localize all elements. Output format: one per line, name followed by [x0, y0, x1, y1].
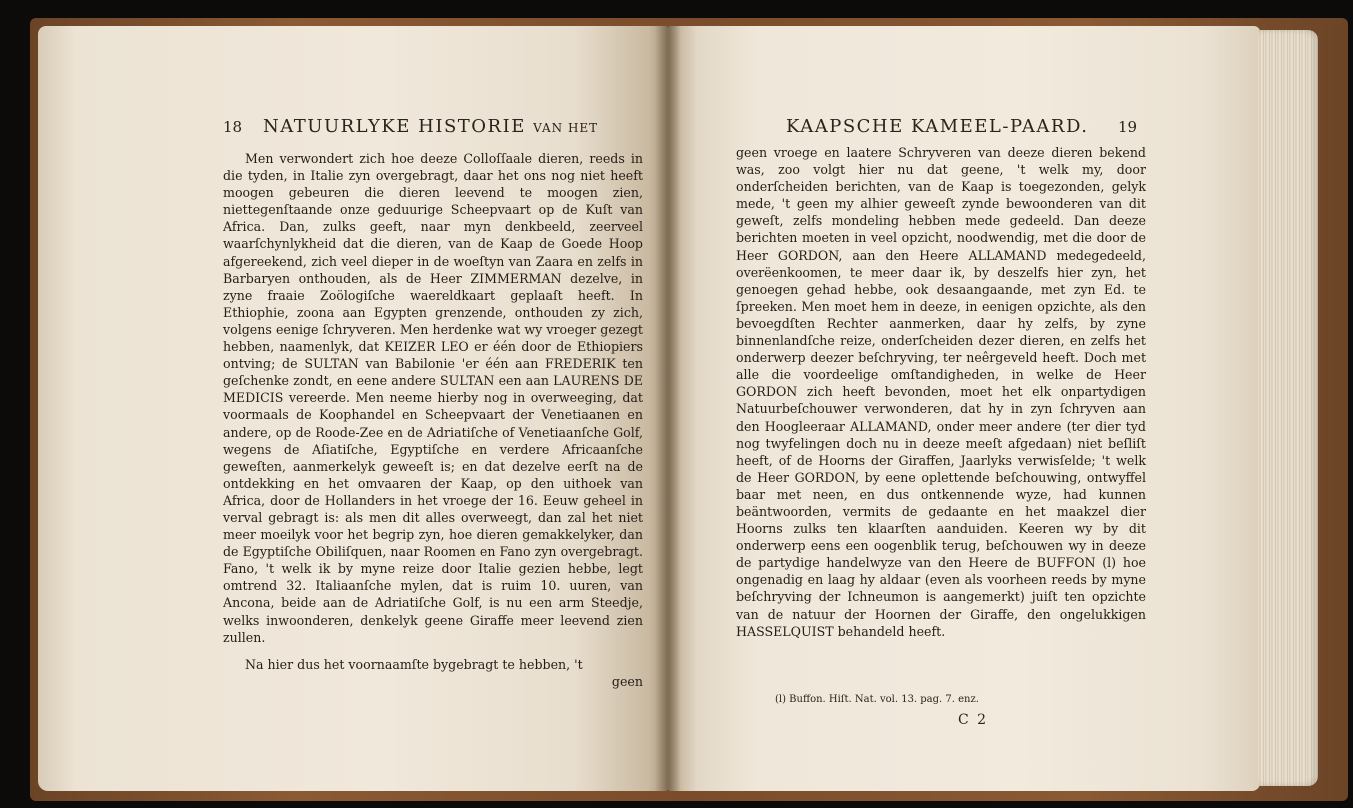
- signature-mark: C 2: [958, 712, 989, 728]
- left-paragraph-2: Na hier dus het voornaamſte bygebragt te hebben, 't: [245, 656, 583, 672]
- left-page-number: 18: [223, 118, 243, 136]
- right-page: [668, 26, 1260, 791]
- left-catchword: geen: [611, 673, 643, 689]
- right-page-number: 19: [1118, 118, 1138, 136]
- left-running-head: [263, 116, 598, 138]
- left-running-head-small: VAN HET: [533, 121, 599, 135]
- left-running-head-title: NATUURLYKE HISTORIE: [263, 116, 526, 137]
- right-running-head: KAAPSCHE KAMEEL-PAARD.: [786, 116, 1089, 137]
- right-body-text: [736, 144, 1146, 640]
- right-paragraph-1: geen vroege en laatere Schryveren van deeze dieren bekend was, zoo volgt hier nu dat geene, 't welk my, door onderſcheiden berichten, van de Kaap is toegezonden, gelyk mede, 't geen my alhier geweeſt zynde bewoonderen van dit geweſt, zelfs mondeling hebben mede gedeeld. Dan deeze berichten moeten in veel opzicht, noodwendig, met die door de Heer GORDON, aan den Heere ALLAMAND medegedeeld, overëenkoomen, te meer daar ik, by deszelfs hier zyn, het genoegen gehad hebbe, ook desaangaande, met zyn Ed. te ſpreeken. Men moet hem in deeze, in eenigen opzichte, als den bevoegdſten Rechter aanmerken, daar hy zelfs, by zyne binnenlandſche reize, onderſcheiden dezer dieren, en zelfs het onderwerp deezer beſchryving, ter neêrgeveld heeft. Doch met alle die voordeelige omſtandigheden, in welke de Heer GORDON zich heeft bevonden, moet het elk onpartydigen Natuurbeſchouwer verwonderen, dat hy in zyn ſchryven aan den Hoogleeraar ALLAMAND, onder meer andere (ter dier tyd nog twyfelingen doch nu in deeze meeſt afgedaan) niet beſliſt heeft, of de Hoorns der Giraffen, Jaarlyks verwisſelde; 't welk de Heer GORDON, by eene oplettende beſchouwing, ontwyffel baar met neen, en dus ontkennende wyze, had kunnen beäntwoorden, vermits de gedaante en het maakzel dier Hoorns zulks ten klaarſten aanduiden. Keeren wy by dit onderwerp eens een oogenblik terug, beſchouwen wy in deeze de partydige handelwyze van den Heere de BUFFON (l) hoe ongenadig en laag hy aldaar (even als voorheen reeds by myne beſchryving der Ichneumon is aangemerkt) juiſt ten opzichte van de natuur der Hoornen der Giraffe, den ongelukkigen HASSELQUIST behandeld heeft.: [736, 145, 1146, 639]
- left-page: [38, 26, 668, 791]
- page-edges: [1258, 30, 1318, 786]
- left-body-text: [223, 150, 643, 690]
- footnote: (l) Buffon. Hiſt. Nat. vol. 13. pag. 7. enz.: [775, 694, 979, 705]
- book-gutter: [655, 26, 681, 791]
- left-paragraph-1: Men verwondert zich hoe deeze Colloſſaale dieren, reeds in die tyden, in Italie zyn overgebragt, daar het ons nog niet heeft moogen gebeuren die dieren leevend te moogen zien, niettegenſtaande onze geduurige Scheepvaart op de Kuſt van Africa. Dan, zulks geeft, naar myn denkbeeld, zeerveel waarſchynlykheid dat die dieren, van de Kaap de Goede Hoop afgereekend, zich veel dieper in de woeſtyn van Zaara en zelfs in Barbaryen onthouden, als de Heer ZIMMERMAN dezelve, in zyne fraaie Zoölogiſche waereldkaart geplaaſt heeft. In Ethiophie, zoona aan Egypten grenzende, onthouden zy zich, volgens eenige ſchryveren. Men herdenke wat wy vroeger gezegt hebben, naamenlyk, dat KEIZER LEO er één door de Ethiopiers ontving; de SULTAN van Babilonie 'er één aan FREDERIK ten geſchenke zondt, en eene andere SULTAN een aan LAURENS DE MEDICIS vereerde. Men neeme hierby nog in overweeging, dat voormaals de Koophandel en Scheepvaart der Venetiaanen en andere, op de Roode-Zee en de Adriatiſche of Venetiaanſche Golf, wegens de Aſiatiſche, Egyptiſche en verdere Africaanſche geweſten, aanmerkelyk geweeſt is; en dat dezelve eerſt na de ontdekking en het omvaaren der Kaap, op den uithoek van Africa, door de Hollanders in het vroege der 16. Eeuw geheel in verval gebragt is: als men dit alles overweegt, dan zal het niet meer moeilyk voor het begrip zyn, hoe dieren gemakkelyker, dan de Egyptiſche Obiliſquen, naar Roomen en Fano zyn overgebragt. Fano, 't welk ik by myne reize door Italie gezien hebbe, legt omtrend 32. Italiaanſche mylen, dat is ruim 10. uuren, van Ancona, beide aan de Adriatiſche Golf, is nu een arm Steedje, welks inwoonderen, denkelyk geene Giraffe meer leevend zien zullen.: [223, 151, 643, 645]
